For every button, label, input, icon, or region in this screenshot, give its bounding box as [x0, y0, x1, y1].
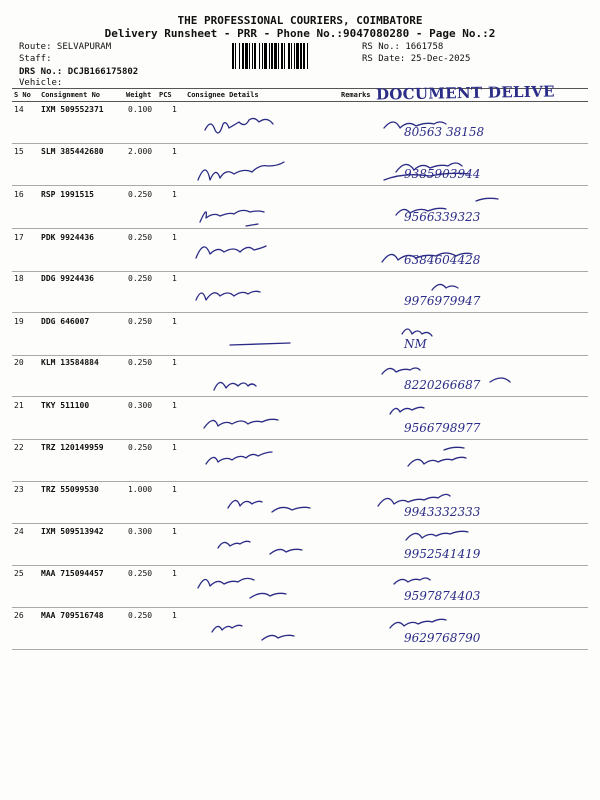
row-sno: 15: [14, 147, 24, 156]
row-remark-handwritten: 9629768790: [404, 631, 481, 645]
rs-number: RS No.: 1661758: [362, 42, 444, 52]
remark-signature: [384, 163, 470, 180]
row-weight: 0.100: [128, 105, 153, 114]
row-consignment-no: IXM 509552371: [41, 105, 104, 114]
remark-signature: [390, 407, 424, 414]
remark-signature: [384, 122, 446, 128]
row-remark-handwritten: 80563 38158: [404, 125, 485, 139]
row-consignment-no: SLM 385442680: [41, 147, 104, 156]
row-consignment-no: PDK 9924436: [41, 233, 94, 242]
row-pcs: 1: [172, 485, 177, 494]
row-pcs: 1: [172, 611, 177, 620]
table-row: [0, 186, 600, 228]
consignee-signature: [198, 162, 284, 180]
row-sno: 19: [14, 317, 24, 326]
row-remark-handwritten: 9385903944: [404, 167, 481, 181]
consignee-signature: [218, 541, 302, 554]
row-consignment-no: MAA 715094457: [41, 569, 104, 578]
table-row: [0, 481, 600, 523]
row-pcs: 1: [172, 105, 177, 114]
row-pcs: 1: [172, 147, 177, 156]
row-weight: 0.300: [128, 401, 153, 410]
row-remark-handwritten: NM: [404, 337, 427, 351]
row-weight: 0.250: [128, 317, 153, 326]
row-weight: 1.000: [128, 485, 153, 494]
col-remarks: Remarks: [341, 91, 371, 99]
document-delivered-stamp: DOCUMENT DELIVE: [375, 82, 555, 104]
row-sno: 21: [14, 401, 24, 410]
consignee-signature: [198, 578, 286, 598]
row-consignment-no: TRZ 120149959: [41, 443, 104, 452]
remark-signature: [378, 494, 450, 506]
page-title: THE PROFESSIONAL COURIERS, COIMBATORE: [177, 14, 423, 27]
table-row: [0, 439, 600, 481]
remark-signature: [402, 329, 432, 336]
row-pcs: 1: [172, 233, 177, 242]
consignee-signature: [212, 625, 294, 640]
row-weight: 0.300: [128, 527, 153, 536]
row-pcs: 1: [172, 317, 177, 326]
row-weight: 0.250: [128, 443, 153, 452]
row-remark-handwritten: 9952541419: [404, 547, 481, 561]
row-handwriting: [0, 607, 600, 657]
remark-signature: [382, 253, 472, 262]
consignee-signature: [206, 452, 272, 464]
row-sno: 14: [14, 105, 24, 114]
row-weight: 2.000: [128, 147, 153, 156]
row-sno: 26: [14, 611, 24, 620]
consignee-signature: [228, 500, 310, 512]
remark-signature: [432, 284, 458, 290]
table-row: [0, 397, 600, 439]
row-consignment-no: MAA 709516748: [41, 611, 104, 620]
route-label: Route: SELVAPURAM: [19, 42, 112, 52]
consignee-signature: [214, 382, 256, 390]
row-consignment-no: DDG 9924436: [41, 274, 94, 283]
consignee-signature: [196, 291, 260, 300]
row-pcs: 1: [172, 527, 177, 536]
staff-label: Staff:: [19, 54, 52, 64]
table-row: [0, 565, 600, 607]
row-remark-handwritten: 6384604428: [404, 253, 481, 267]
row-sno: 23: [14, 485, 24, 494]
row-remark-handwritten: 9566339323: [404, 210, 481, 224]
row-sno: 16: [14, 190, 24, 199]
col-pcs: PCS: [159, 91, 172, 99]
row-remark-handwritten: 9943332333: [404, 505, 481, 519]
table-row: [0, 101, 600, 143]
remark-signature: [382, 368, 510, 382]
row-sno: 22: [14, 443, 24, 452]
row-remark-handwritten: 9976979947: [404, 294, 481, 308]
table-row: [0, 229, 600, 271]
consignee-signature: [196, 246, 266, 258]
table-row: [0, 354, 600, 396]
row-pcs: 1: [172, 401, 177, 410]
row-weight: 0.250: [128, 190, 153, 199]
table-row: [0, 607, 600, 649]
consignee-signature: [205, 118, 273, 133]
drs-number: DRS No.: DCJB166175802: [19, 67, 139, 77]
table-row: [0, 270, 600, 312]
table-row: [0, 523, 600, 565]
row-consignment-no: TRZ 55099530: [41, 485, 99, 494]
row-consignment-no: TKY 511100: [41, 401, 90, 410]
rs-date: RS Date: 25-Dec-2025: [362, 54, 471, 64]
col-consignment: Consignment No: [41, 91, 101, 99]
row-sno: 20: [14, 358, 24, 367]
table-row: [0, 313, 600, 355]
row-sno: 18: [14, 274, 24, 283]
row-weight: 0.250: [128, 358, 153, 367]
row-pcs: 1: [172, 569, 177, 578]
row-weight: 0.250: [128, 233, 153, 242]
row-consignment-no: IXM 509513942: [41, 527, 104, 536]
remark-signature: [396, 198, 498, 215]
row-pcs: 1: [172, 358, 177, 367]
remark-signature: [394, 578, 430, 584]
col-weight: Weight: [126, 91, 152, 99]
consignee-signature: [230, 343, 290, 345]
remark-signature: [406, 531, 468, 540]
row-weight: 0.250: [128, 569, 153, 578]
consignee-signature: [200, 210, 264, 226]
row-pcs: 1: [172, 443, 177, 452]
row-pcs: 1: [172, 190, 177, 199]
row-consignment-no: KLM 13584884: [41, 358, 99, 367]
remark-signature: [390, 619, 446, 628]
row-pcs: 1: [172, 274, 177, 283]
barcode: [232, 43, 358, 69]
row-sno: 17: [14, 233, 24, 242]
row-remark-handwritten: 8220266687: [404, 378, 481, 392]
row-weight: 0.250: [128, 274, 153, 283]
row-remark-handwritten: 9566798977: [404, 421, 481, 435]
row-consignment-no: DDG 646007: [41, 317, 90, 326]
row-remark-handwritten: 9597874403: [404, 589, 481, 603]
vehicle-label: Vehicle:: [19, 78, 63, 88]
row-weight: 0.250: [128, 611, 153, 620]
remark-signature: [408, 447, 466, 466]
row-sno: 25: [14, 569, 24, 578]
col-sno: S No: [14, 91, 31, 99]
row-consignment-no: RSP 1991515: [41, 190, 94, 199]
row-sno: 24: [14, 527, 24, 536]
col-consignee: Consignee Details: [187, 91, 259, 99]
page-subtitle: Delivery Runsheet - PRR - Phone No.:9047080280 - Page No.:2: [104, 27, 496, 40]
table-row: [0, 143, 600, 185]
consignee-signature: [204, 419, 278, 428]
